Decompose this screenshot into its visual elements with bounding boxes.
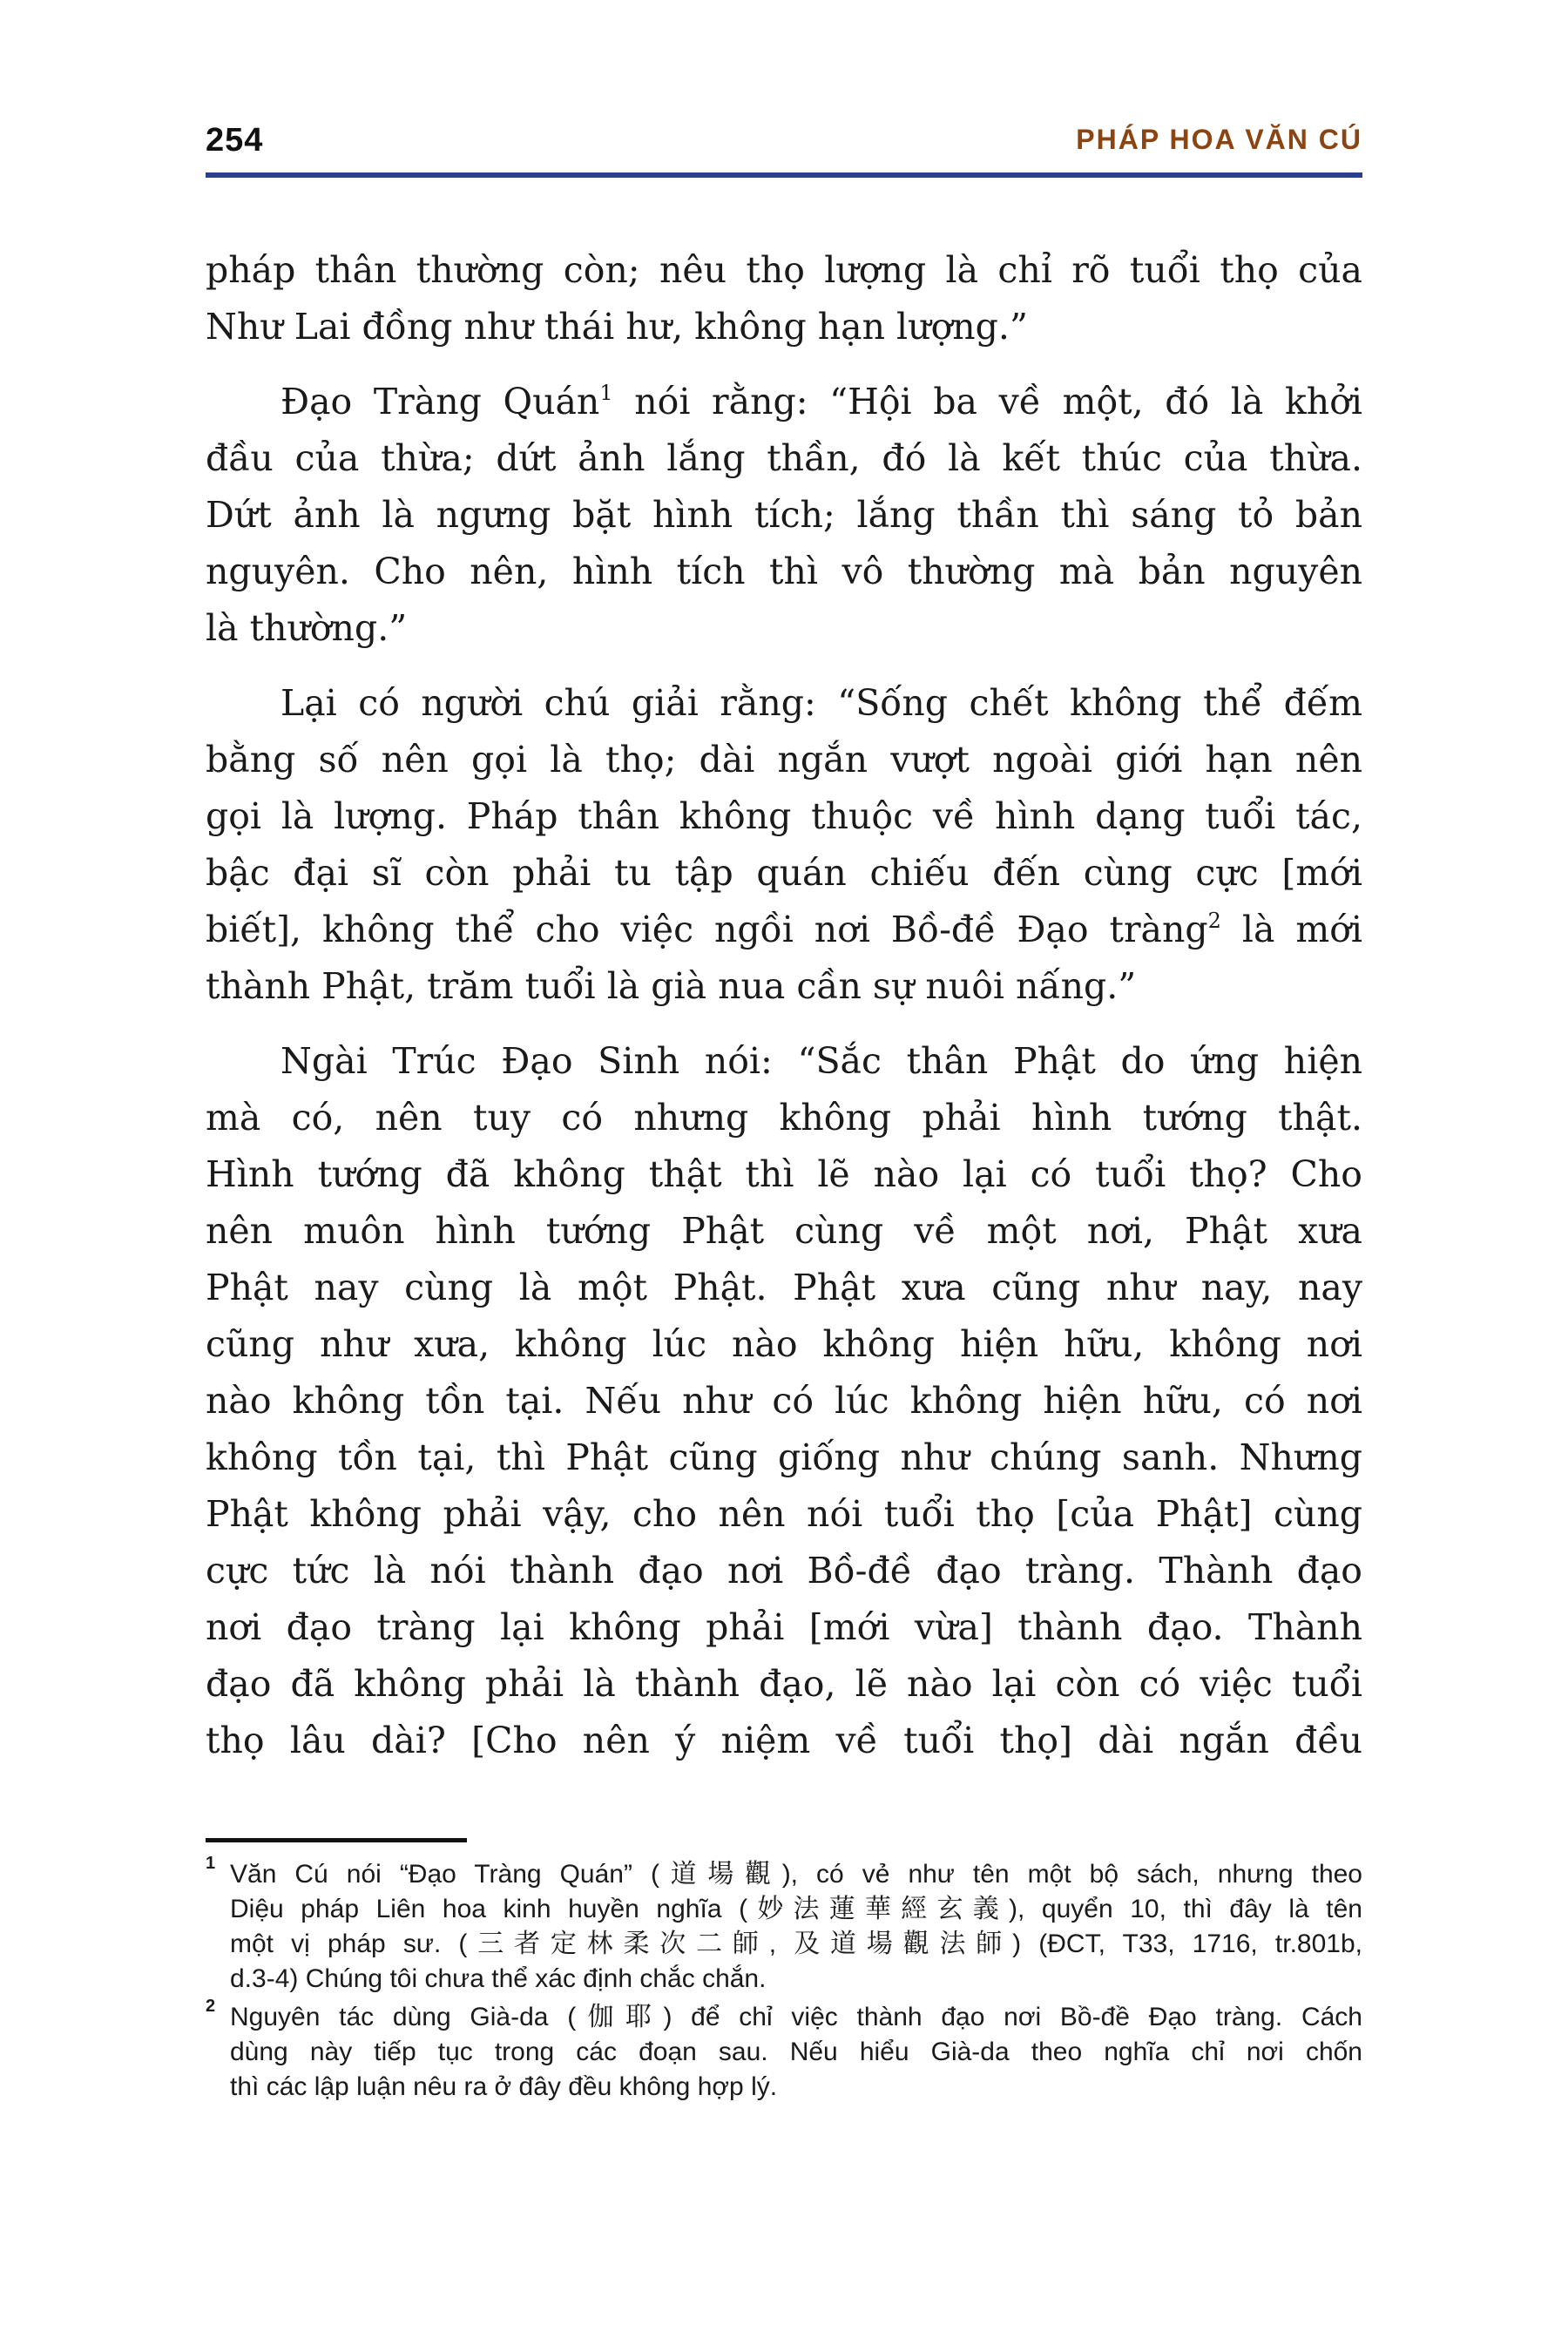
paragraph bbox=[206, 675, 1362, 1015]
text-line: Phật nay cùng là một Phật. Phật xưa cũng như nay, nay bbox=[206, 1267, 1362, 1308]
text-line: không tồn tại, thì Phật cũng giống như chúng sanh. Nhưng bbox=[206, 1436, 1362, 1478]
footnotes bbox=[206, 1854, 1362, 2108]
text-line: bậc đại sĩ còn phải tu tập quán chiếu đến cùng cực [mới bbox=[206, 852, 1362, 894]
text-line: pháp thân thường còn; nêu thọ lượng là chỉ rõ tuổi thọ của bbox=[206, 249, 1362, 291]
header-rule bbox=[206, 172, 1362, 178]
footnote-line: d.3-4) Chúng tôi chưa thể xác định chắc chắn. bbox=[230, 1964, 767, 1993]
footnote-1 bbox=[206, 1854, 1362, 1997]
paragraph bbox=[206, 1033, 1362, 1769]
text-line: là thường.” bbox=[206, 607, 408, 649]
text-line: gọi là lượng. Pháp thân không thuộc về hình dạng tuổi tác, bbox=[206, 795, 1362, 837]
footnote-number: 1 bbox=[206, 1854, 216, 1873]
text-line: bằng số nên gọi là thọ; dài ngắn vượt ngoài giới hạn nên bbox=[206, 739, 1362, 781]
text-segment: biết], không thể cho việc ngồi nơi Bồ-đề Đạo tràng bbox=[206, 909, 1208, 950]
text-line: Dứt ảnh là ngưng bặt hình tích; lắng thần thì sáng tỏ bản bbox=[206, 494, 1362, 536]
text-line: nên muôn hình tướng Phật cùng về một nơi, Phật xưa bbox=[206, 1210, 1362, 1252]
footnote-reference[interactable]: 1 bbox=[599, 381, 613, 405]
footnote-separator bbox=[206, 1838, 467, 1842]
body-text bbox=[206, 242, 1362, 1788]
footnote-reference[interactable]: 2 bbox=[1207, 909, 1221, 933]
text-line: Như Lai đồng như thái hư, không hạn lượng.” bbox=[206, 306, 1028, 348]
text-line: thành Phật, trăm tuổi là già nua cần sự nuôi nấng.” bbox=[206, 965, 1137, 1007]
footnote-line: thì các lập luận nêu ra ở đây đều không hợp lý. bbox=[230, 2072, 778, 2101]
page-number: 254 bbox=[206, 122, 264, 159]
page-header bbox=[206, 122, 1362, 166]
text-line: Hình tướng đã không thật thì lẽ nào lại có tuổi thọ? Cho bbox=[206, 1153, 1362, 1195]
footnote-line: một vị pháp sư. (三者定林柔次二師, 及道場觀法師) (ĐCT, T33, 1716, tr.801b, bbox=[230, 1930, 1362, 1958]
paragraph bbox=[206, 374, 1362, 657]
paragraph bbox=[206, 242, 1362, 355]
text-segment: Đạo Tràng Quán bbox=[280, 381, 600, 422]
text-line: đạo đã không phải là thành đạo, lẽ nào lại còn có việc tuổi bbox=[206, 1663, 1362, 1705]
footnote-line: Nguyên tác dùng Già-da (伽耶) để chỉ việc thành đạo nơi Bồ-đề Đạo tràng. Cách bbox=[230, 2003, 1362, 2031]
text-line: đầu của thừa; dứt ảnh lắng thần, đó là kết thúc của thừa. bbox=[206, 437, 1362, 479]
text-line: nơi đạo tràng lại không phải [mới vừa] thành đạo. Thành bbox=[206, 1606, 1362, 1648]
footnote-number: 2 bbox=[206, 1997, 216, 2016]
text-line: nguyên. Cho nên, hình tích thì vô thường mà bản nguyên bbox=[206, 551, 1362, 592]
text-line: Phật không phải vậy, cho nên nói tuổi thọ [của Phật] cùng bbox=[206, 1493, 1362, 1535]
text-line bbox=[206, 902, 1362, 958]
text-line: cực tức là nói thành đạo nơi Bồ-đề đạo tràng. Thành đạo bbox=[206, 1550, 1362, 1592]
running-title: PHÁP HOA VĂN CÚ bbox=[1076, 124, 1362, 155]
text-segment: là mới bbox=[1220, 909, 1363, 950]
text-line: thọ lâu dài? [Cho nên ý niệm về tuổi thọ] dài ngắn đều bbox=[206, 1720, 1362, 1761]
footnote-line: dùng này tiếp tục trong các đoạn sau. Nếu hiểu Già-da theo nghĩa chỉ nơi chốn bbox=[230, 2038, 1362, 2066]
text-line: nào không tồn tại. Nếu như có lúc không hiện hữu, có nơi bbox=[206, 1380, 1362, 1422]
footnote-2 bbox=[206, 1997, 1362, 2105]
text-line: Lại có người chú giải rằng: “Sống chết không thể đếm bbox=[280, 682, 1362, 724]
text-line: mà có, nên tuy có nhưng không phải hình tướng thật. bbox=[206, 1097, 1362, 1139]
text-line bbox=[206, 374, 1362, 430]
footnote-line: Văn Cú nói “Đạo Tràng Quán” (道場觀), có vẻ như tên một bộ sách, nhưng theo bbox=[230, 1860, 1362, 1889]
text-line: Ngài Trúc Đạo Sinh nói: “Sắc thân Phật do ứng hiện bbox=[280, 1040, 1362, 1082]
footnote-line: Diệu pháp Liên hoa kinh huyền nghĩa (妙法蓮華經玄義), quyển 10, thì đây là tên bbox=[230, 1895, 1362, 1923]
text-line: cũng như xưa, không lúc nào không hiện hữu, không nơi bbox=[206, 1323, 1362, 1365]
book-page bbox=[206, 0, 1362, 2352]
text-segment: nói rằng: “Hội ba về một, đó là khởi bbox=[612, 381, 1362, 422]
